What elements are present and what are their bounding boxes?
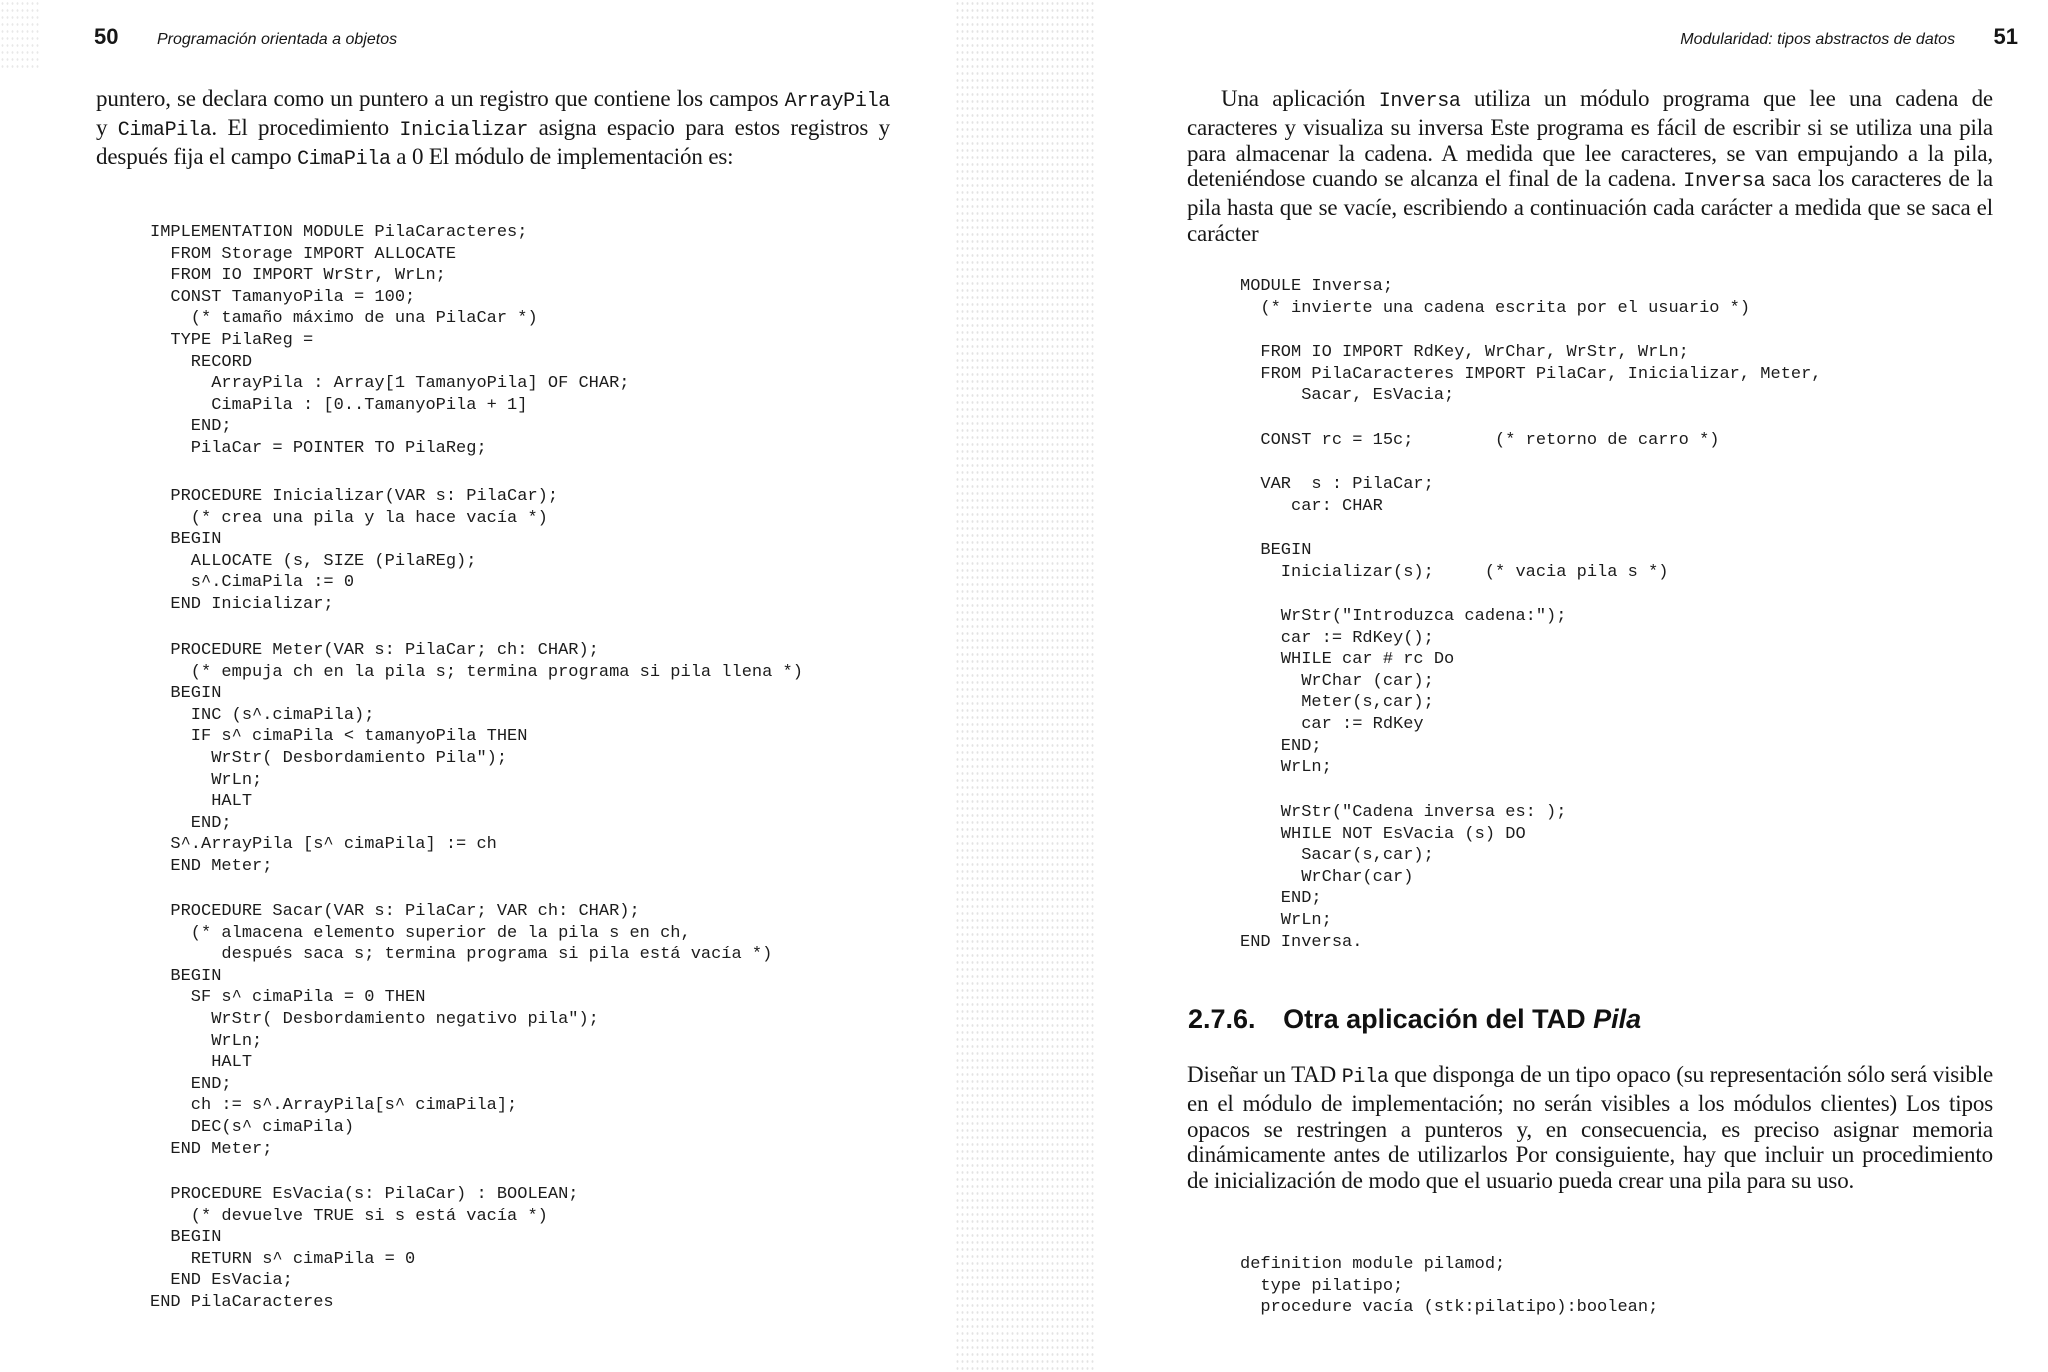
section-title-italic: Pila [1593, 1004, 1642, 1034]
text-run: Una aplicación [1221, 86, 1379, 111]
code-block-const: CONST rc = 15c; (* retorno de carro *) [1240, 431, 1720, 450]
section-paragraph [1187, 1062, 1993, 1194]
text-run: a 0 El módulo de implementación es: [390, 143, 734, 169]
text-run: puntero, se declara como un puntero a un registro que contiene los campos [96, 86, 785, 111]
left-page-header [94, 24, 397, 50]
code-block-inicializar: PROCEDURE Inicializar(VAR s: PilaCar); (* crea una pila y la hace vacía *) BEGIN ALLOCATE (s, SIZE (PilaREg); s^.CimaPila := 0 END Inicializar; [170, 487, 559, 614]
code-block-meter: PROCEDURE Meter(VAR s: PilaCar; ch: CHAR); (* empuja ch en la pila s; termina programa si pila llena *) BEGIN INC (s^.cimaPila); IF s^ cimaPila < tamanyoPila THEN WrStr( Desbordamiento Pila"); WrLn; HALT END; S^.ArrayPila [s^ cimaPila] := ch END Meter; [170, 641, 803, 876]
text-run: que disponga de un tipo opaco (su representación sólo será visible en el módulo de implementación; no serán visibles a los módulos clientes) Los tipos opacos se restringen a punteros y, en consecuencia, es preciso asignar memoria dinámicamente antes de utilizarlos Por consiguiente, hay que incluir un procedimiento de inicialización de modo que el usuario pueda crear una pila para su uso. [1187, 1062, 1993, 1194]
code-term: CimaPila [297, 147, 391, 171]
text-run: y [96, 114, 118, 140]
code-term: CimaPila [117, 118, 212, 142]
section-heading [1188, 1004, 1641, 1035]
code-term: Pila [1341, 1066, 1389, 1089]
code-term: Inversa [1683, 170, 1766, 194]
right-page [1040, 0, 2048, 1372]
code-term: ArrayPila [784, 90, 890, 113]
code-block-esvacia: PROCEDURE EsVacia(s: PilaCar) : BOOLEAN; (* devuelve TRUE si s está vacía *) BEGIN RETURN s^ cimaPila = 0 END EsVacia; END PilaCaracteres [150, 1185, 579, 1312]
section-title: Otra aplicación del TAD [1283, 1004, 1586, 1034]
text-run: asigna espacio para estos registros y después fija el campo [96, 114, 890, 169]
code-block-sacar: PROCEDURE Sacar(VAR s: PilaCar; VAR ch: CHAR); (* almacena elemento superior de la pila s en ch, después saca s; termina programa si pila está vacía *) BEGIN SF s^ cimaPila = 0 THEN WrStr( Desbordamiento negativo pila"); WrLn; HALT END; ch := s^.ArrayPila[s^ cimaPila]; DEC(s^ cimaPila) END Meter; [170, 902, 773, 1159]
code-term: Inversa [1378, 90, 1461, 113]
section-number: 2.7.6. [1188, 1004, 1256, 1034]
code-block-imports: FROM IO IMPORT RdKey, WrChar, WrStr, WrLn; FROM PilaCaracteres IMPORT PilaCar, Inicializar, Meter, Sacar, EsVacia; [1260, 343, 1822, 406]
text-run: saca los caracteres de la pila hasta que se vacíe, escribiendo a continuación cada carácter a medida que se saca el carácter [1187, 166, 1993, 246]
running-head: Programación orientada a objetos [156, 31, 398, 48]
code-block-module-inversa: MODULE Inversa; (* invierte una cadena escrita por el usuario *) [1240, 277, 1751, 318]
code-block-var: VAR s : PilaCar; car: CHAR [1260, 475, 1434, 516]
code-block-begin: BEGIN Inicializar(s); (* vacia pila s *) [1260, 541, 1669, 582]
page-number: 50 [94, 24, 119, 49]
code-term: Inicializar [399, 118, 529, 142]
text-run: . El procedimiento [211, 114, 400, 140]
code-block-module-header: IMPLEMENTATION MODULE PilaCaracteres; FROM Storage IMPORT ALLOCATE FROM IO IMPORT WrStr, WrLn; CONST TamanyoPila = 100; (* tamaño máximo de una PilaCar *) TYPE PilaReg = RECORD ArrayPila : Array[1 TamanyoPila] OF CHAR; CimaPila : [0..TamanyoPila + 1] END; PilaCar = POINTER TO PilaReg; [150, 223, 630, 458]
text-run: Diseñar un TAD [1187, 1062, 1342, 1087]
code-block-write-loop: WrStr("Cadena inversa es: ); WHILE NOT EsVacia (s) DO Sacar(s,car); WrChar(car) END; WrLn; END Inversa. [1240, 803, 1567, 952]
intro-paragraph [1187, 86, 1993, 247]
text-run: utiliza un módulo programa que lee una cadena de caracteres y visualiza su inversa Este programa es fácil de escribir si se utiliza una pila para almacenar la cadena. A medida que lee caracteres, se van empujando a la pila, deteniéndose cuando se alcanza el final de la cadena. [1187, 86, 1993, 192]
page-number: 51 [1993, 24, 2018, 49]
code-block-read-loop: WrStr("Introduzca cadena:"); car := RdKey(); WHILE car # rc Do WrChar (car); Meter(s,car); car := RdKey END; WrLn; [1280, 607, 1567, 778]
running-head: Modularidad: tipos abstractos de datos [1680, 31, 1956, 48]
right-page-header [1680, 24, 2018, 50]
left-page [0, 0, 1000, 1372]
intro-paragraph [96, 86, 890, 172]
code-block-definition-module: definition module pilamod; type pilatipo; procedure vacía (stk:pilatipo):boolean; [1240, 1255, 1659, 1318]
